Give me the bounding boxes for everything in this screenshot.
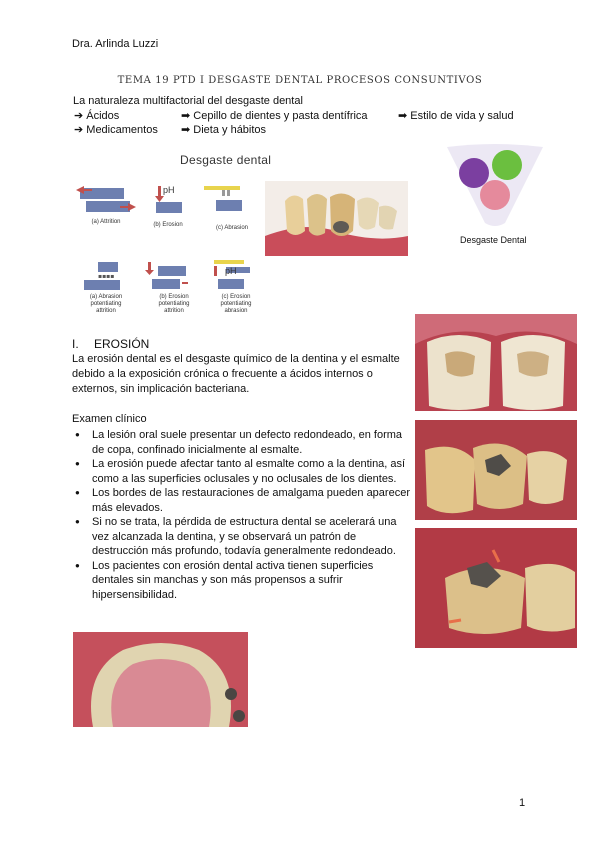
- dental-photo-molar-amalgam: [415, 420, 577, 520]
- wear-diagram-row2: [84, 258, 254, 294]
- factor-item: ➡ Dieta y hábitos: [181, 124, 267, 136]
- ph-label: pH: [225, 266, 237, 276]
- dental-photo-incisors: [415, 314, 577, 411]
- arrow-right-icon: ➡: [181, 110, 191, 122]
- list-item: ● Los bordes de las restauraciones de amalgama pueden aparecer más elevados.: [72, 486, 412, 515]
- diagram-label: (b) Erosion potentiating attrition: [158, 294, 190, 314]
- arrow-right-icon: ➡: [181, 124, 191, 136]
- factor-item: ➡ Cepillo de dientes y pasta dentífrica: [181, 110, 368, 122]
- diagram-label: (c) Erosion potentiating abrasion: [220, 294, 252, 314]
- section-heading: I. EROSIÓN: [72, 337, 150, 351]
- diagram-label: (a) Abrasion potentiating attrition: [89, 294, 123, 314]
- figure-title: Desgaste dental: [180, 153, 272, 167]
- arrow-right-icon: ➔: [74, 124, 84, 136]
- dental-photo-erosion-cup: [415, 528, 577, 648]
- factor-item: ➔ Medicamentos: [74, 124, 158, 136]
- intro-text: La naturaleza multifactorial del desgaste dental: [73, 95, 303, 107]
- list-item: ● Si no se trata, la pérdida de estructura dental se acelerará una vez alcanzada la dentina, y se observará un patrón de destrucción más profundo, todavía generalmente redondeado.: [72, 515, 412, 559]
- exam-bullet-list: [72, 428, 412, 602]
- attrition-diagram: [76, 186, 136, 212]
- list-item: ● Los pacientes con erosión dental activa tienen superficies dentales sin manchas y son más propensos a sufrir hipersensibilidad.: [72, 559, 412, 603]
- dental-photo-maxillary-arch: [73, 632, 248, 727]
- author-name: Dra. Arlinda Luzzi: [72, 38, 159, 50]
- list-item: ● La lesión oral suele presentar un defecto redondeado, en forma de copa, confinado inicialmente al esmalte.: [72, 428, 412, 457]
- page-title: TEMA 19 PTD I DESGASTE DENTAL PROCESOS CONSUNTIVOS: [117, 75, 483, 86]
- factor-item: ➔ Ácidos: [74, 110, 120, 122]
- funnel-diagram: [445, 143, 545, 235]
- list-item: ● La erosión puede afectar tanto al esmalte como a la dentina, así como a las superficies oclusales y no oclusales de los dientes.: [72, 457, 412, 486]
- svg-text:▪▪▪▪: ▪▪▪▪: [98, 273, 115, 280]
- ph-label: pH: [163, 185, 175, 195]
- diagram-label: (a) Attrition: [91, 219, 121, 225]
- exam-title: Examen clínico: [72, 413, 147, 425]
- dental-photo-teeth: [265, 181, 408, 256]
- funnel-label: Desgaste Dental: [460, 235, 527, 245]
- arrow-right-icon: ➔: [74, 110, 84, 122]
- diagram-label: (c) Abrasion: [215, 225, 248, 231]
- page-number: 1: [519, 797, 526, 809]
- section-paragraph: La erosión dental es el desgaste químico de la dentina y el esmalte debido a la exposición crónica o frecuente a ácidos internos o externos, sin implicación bacteriana.: [72, 353, 400, 395]
- diagram-label: (b) Erosion: [153, 222, 183, 228]
- factor-item: ➡ Estilo de vida y salud: [398, 110, 514, 122]
- arrow-right-icon: ➡: [398, 110, 408, 122]
- abrasion-diagram: [204, 186, 242, 211]
